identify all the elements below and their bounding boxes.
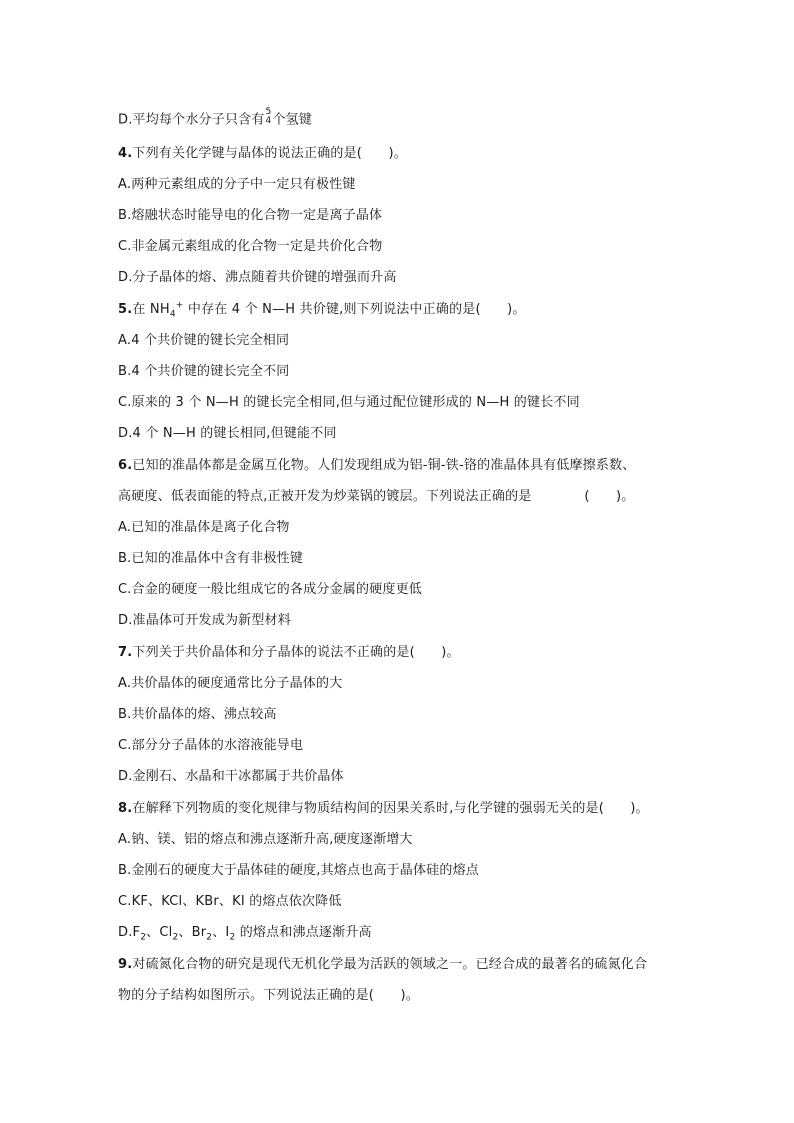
q5-option-a: A.4 个共价键的键长完全相同 <box>118 333 290 348</box>
question-number: 8. <box>118 801 133 816</box>
q8-option-b: B.金刚石的硬度大于晶体硅的硬度,其熔点也高于晶体硅的熔点 <box>118 863 479 878</box>
q6-option-b: B.已知的准晶体中含有非极性键 <box>118 551 304 566</box>
q7-option-c: C.部分分子晶体的水溶液能导电 <box>118 738 304 753</box>
q6-option-c: C.合金的硬度一般比组成它的各成分金属的硬度更低 <box>118 582 423 597</box>
q7-stem: 7.下列关于共价晶体和分子晶体的说法不正确的是( )。 <box>118 645 460 660</box>
q4-option-c: C.非金属元素组成的化合物一定是共价化合物 <box>118 239 383 254</box>
q8-option-c: C.KF、KCl、KBr、KI 的熔点依次降低 <box>118 894 342 909</box>
question-number: 5. <box>118 302 133 317</box>
q7-option-d: D.金刚石、水晶和干冰都属于共价晶体 <box>118 769 344 784</box>
q6-stem-line2: 高硬度、低表面能的特点,正被开发为炒菜锅的镀层。下列说法正确的是 ( )。 <box>118 489 635 504</box>
q4-option-a: A.两种元素组成的分子中一定只有极性键 <box>118 177 356 192</box>
q5-option-d: D.4 个 N—H 的键长相同,但键能不同 <box>118 426 337 441</box>
q4-option-d: D.分子晶体的熔、沸点随着共价键的增强而升高 <box>118 270 397 285</box>
q6-option-d: D.准晶体可开发成为新型材料 <box>118 613 291 628</box>
fraction: 5 4 <box>265 107 272 126</box>
q5-option-b: B.4 个共价键的键长完全不同 <box>118 364 290 379</box>
q8-stem: 8.在解释下列物质的变化规律与物质结构间的因果关系时,与化学键的强弱无关的是( )。 <box>118 801 649 816</box>
q9-stem-line2: 物的分子结构如图所示。下列说法正确的是( )。 <box>118 988 419 1003</box>
question-number: 4. <box>118 146 133 161</box>
q7-option-b: B.共价晶体的熔、沸点较高 <box>118 707 277 722</box>
q6-stem-line1: 6.已知的准晶体都是金属互化物。人们发现组成为铝-铜-铁-铬的准晶体具有低摩擦系数、 <box>118 458 636 473</box>
q8-option-d: $D.F_2$、$Cl_2$、$Br_2$、$I_2$ 的熔点和沸点逐渐升高 <box>118 925 372 943</box>
q4-option-b: B.熔融状态时能导电的化合物一定是离子晶体 <box>118 208 383 223</box>
q9-stem-line1: 9.对硫氮化合物的研究是现代无机化学最为活跃的领域之一。已经合成的最著名的硫氮化合 <box>118 957 648 972</box>
q5-stem: 5.在 $NH_4^+$ 中存在 4 个 N—H 共价键,则下列说法中正确的是( )。 <box>118 300 526 320</box>
question-number: 6. <box>118 458 133 473</box>
question-number: 9. <box>118 957 133 972</box>
q3-option-d: D.平均每个水分子只含有 5 4 个氢键 <box>118 107 313 128</box>
q7-option-a: A.共价晶体的硬度通常比分子晶体的大 <box>118 676 343 691</box>
question-number: 7. <box>118 645 133 660</box>
q8-option-a: A.钠、镁、铝的熔点和沸点逐渐升高,硬度逐渐增大 <box>118 832 413 847</box>
q4-stem: 4.下列有关化学键与晶体的说法正确的是( )。 <box>118 146 407 161</box>
q6-option-a: A.已知的准晶体是离子化合物 <box>118 520 290 535</box>
q5-option-c: C.原来的 3 个 N—H 的键长完全相同,但与通过配位键形成的 N—H 的键长不同 <box>118 395 580 410</box>
